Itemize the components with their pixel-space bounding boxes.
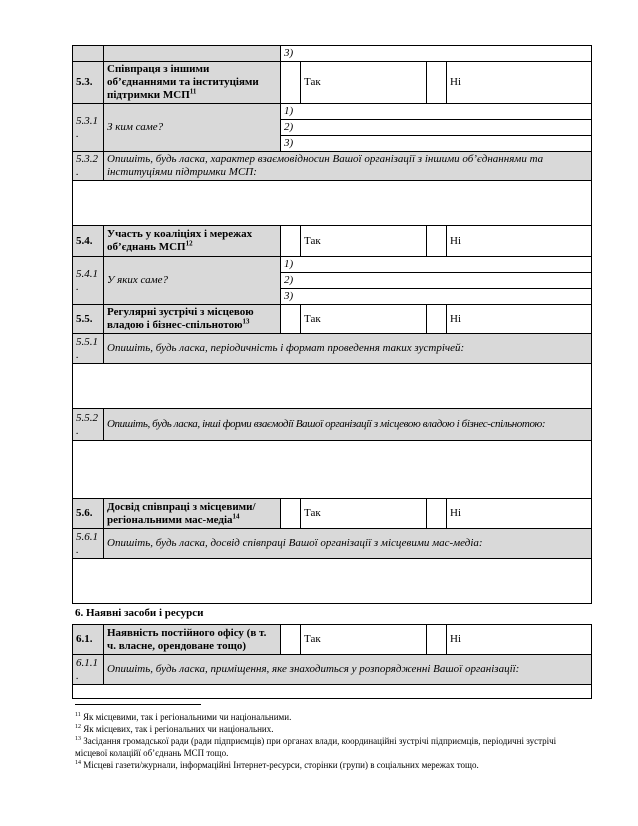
answer-area (73, 441, 592, 499)
answer-line-1[interactable]: 1) (281, 104, 592, 120)
question-row-5-3 (73, 62, 592, 104)
answer-line-2[interactable]: 2) (281, 120, 592, 136)
answer-field[interactable] (73, 181, 592, 226)
yes-label: Так (301, 226, 427, 257)
question-number: 5.3. (73, 62, 104, 104)
answer-area (73, 559, 592, 604)
question-row-5-5 (73, 305, 592, 334)
question-title: Участь у коаліціях і мережах об’єднань МСП$^{12}$ (104, 226, 281, 257)
yes-label: Так (301, 62, 427, 104)
table-row (73, 334, 592, 364)
question-number: 5.6.1 . (73, 529, 104, 559)
no-checkbox[interactable] (427, 62, 447, 104)
answer-field[interactable] (73, 559, 592, 604)
footnote-13: $^{13}$ Засідання громадської ради (ради підприємців) при органах влади, координаційні зустрічі підприємців, періодичні зустрічі місцевої колаційї об’єднань МСП тощо. (75, 736, 557, 758)
no-checkbox[interactable] (427, 625, 447, 655)
question-number: 5.5. (73, 305, 104, 334)
yes-label: Так (301, 625, 427, 655)
table-row (73, 152, 592, 181)
footnote-ref: 13 (242, 317, 250, 326)
question-number: 5.5.1 . (73, 334, 104, 364)
question-number: 6.1. (73, 625, 104, 655)
question-title: Наявність постійного офісу (в т. ч. власне, орендоване тощо) (104, 625, 281, 655)
section-6-heading: 6. Наявні засоби і ресурси (75, 607, 204, 619)
answer-field[interactable] (73, 364, 592, 409)
question-number: 5.4.1 . (73, 257, 104, 305)
answer-field[interactable] (73, 441, 592, 499)
yes-checkbox[interactable] (281, 499, 301, 529)
no-checkbox[interactable] (427, 499, 447, 529)
answer-field[interactable] (73, 685, 592, 699)
table-row (73, 257, 592, 273)
answer-area (73, 685, 592, 699)
answer-area (73, 364, 592, 409)
question-number: 5.3.1 . (73, 104, 104, 152)
no-label: Ні (447, 499, 592, 529)
question-prompt: Опишіть, будь ласка, періодичність і формат проведення таких зустрічей: (104, 334, 592, 364)
question-prompt: Опишіть, будь ласка, приміщення, яке знаходиться у розпорядженні Вашої організації: (104, 655, 592, 685)
no-label: Ні (447, 226, 592, 257)
yes-label: Так (301, 499, 427, 529)
question-prompt: Опишіть, будь ласка, досвід співпраці Вашої організації з місцевими мас-медіа: (104, 529, 592, 559)
yes-label: Так (301, 305, 427, 334)
question-prompt: Опишіть, будь ласка, інші форми взаємодії Вашої організації з місцевою владою і бізнес-спільнотою: (104, 409, 592, 441)
answer-line-3[interactable]: 3) (281, 136, 592, 152)
question-title: Досвід співпраці з місцевими/ регіональними мас-медіа$^{14}$ (104, 499, 281, 529)
answer-area (73, 181, 592, 226)
footnote-11: $^{11}$ Як місцевими, так і регіональними чи національними. (75, 712, 292, 722)
question-row-5-4 (73, 226, 592, 257)
question-number: 5.4. (73, 226, 104, 257)
question-number: 5.5.2 . (73, 409, 104, 441)
question-title: Регулярні зустрічі з місцевою владою і бізнес-спільнотою$^{13}$ (104, 305, 281, 334)
question-prompt: Опишіть, будь ласка, характер взаємовідносин Вашої організації з іншими об’єднаннями та інституціями підтримки МСП: (104, 152, 592, 181)
question-number: 6.1.1 . (73, 655, 104, 685)
question-label: З ким саме? (104, 104, 281, 152)
answer-line-1[interactable]: 1) (281, 257, 592, 273)
yes-checkbox[interactable] (281, 625, 301, 655)
footnote-ref: 12 (185, 239, 193, 248)
table-row (73, 655, 592, 685)
footnote-separator (75, 704, 201, 705)
table-row (73, 46, 592, 62)
no-checkbox[interactable] (427, 305, 447, 334)
answer-line-2[interactable]: 2) (281, 273, 592, 289)
form-table-section-6 (72, 624, 592, 699)
yes-checkbox[interactable] (281, 305, 301, 334)
table-row (73, 104, 592, 120)
footnotes (75, 711, 575, 771)
no-label: Ні (447, 305, 592, 334)
footnote-ref: 11 (189, 87, 197, 96)
footnote-14: $^{14}$ Місцеві газети/журнали, інформаційні Інтернет-ресурси, сторінки (групи) в соціальних мережах тощо. (75, 760, 479, 770)
question-row-5-6 (73, 499, 592, 529)
list-item-3[interactable]: 3) (281, 46, 592, 62)
footnote-12: $^{12}$ Як місцевих, так і регіональних чи національних. (75, 724, 274, 734)
form-table-section-5 (72, 45, 592, 604)
question-label: У яких саме? (104, 257, 281, 305)
answer-line-3[interactable]: 3) (281, 289, 592, 305)
yes-checkbox[interactable] (281, 62, 301, 104)
footnote-ref: 14 (232, 511, 240, 520)
no-label: Ні (447, 625, 592, 655)
table-row (73, 529, 592, 559)
table-row (73, 409, 592, 441)
yes-checkbox[interactable] (281, 226, 301, 257)
no-label: Ні (447, 62, 592, 104)
question-number: 5.3.2 . (73, 152, 104, 181)
no-checkbox[interactable] (427, 226, 447, 257)
question-title: Співпраця з іншими об’єднаннями та інституціями підтримки МСП$^{11}$ (104, 62, 281, 104)
question-number: 5.6. (73, 499, 104, 529)
question-row-6-1 (73, 625, 592, 655)
